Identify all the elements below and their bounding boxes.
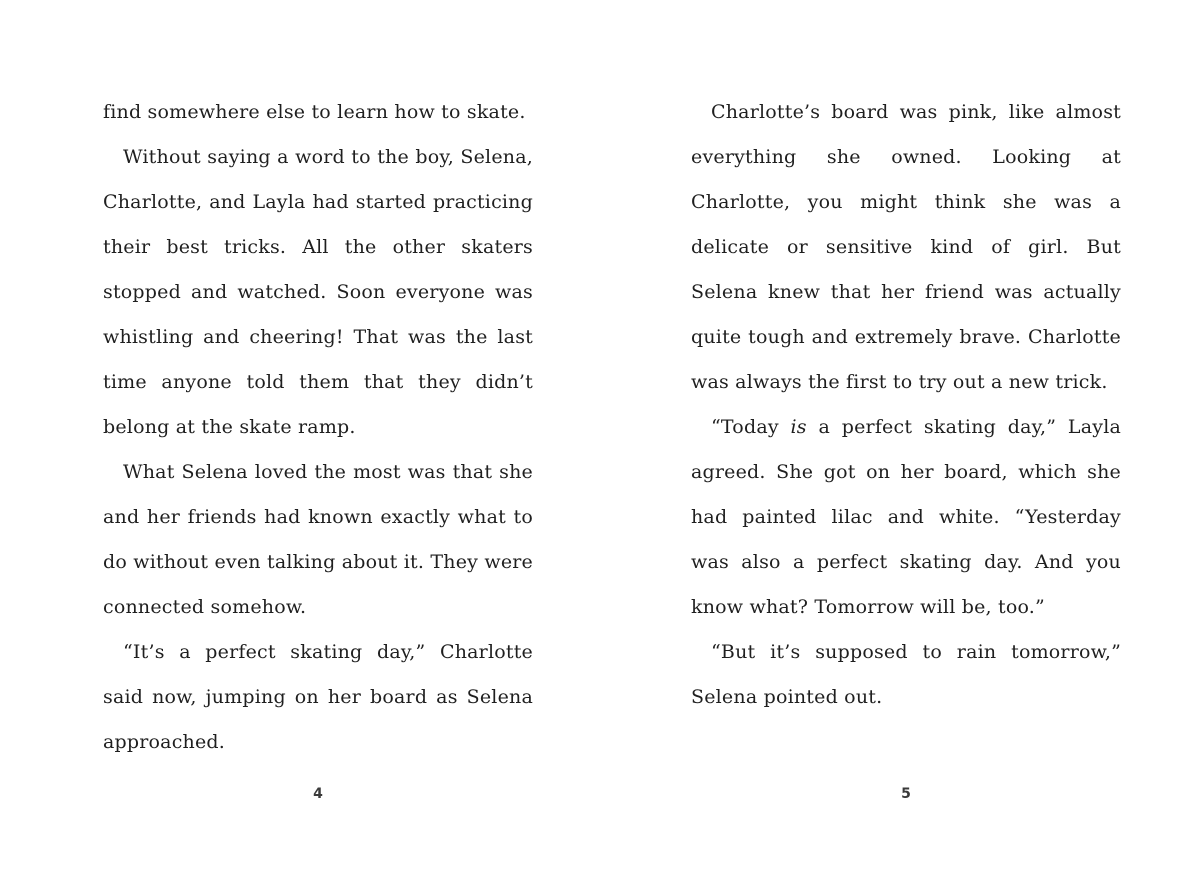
right-page (691, 90, 1121, 830)
paragraph: “It’s a perfect skating day,” Charlotte said now, jumping on her board as Selena approached. (103, 641, 533, 753)
paragraph: Without saying a word to the boy, Selena, Charlotte, and Layla had started practicing their best tricks. All the other skaters stopped and watched. Soon everyone was whistling and cheering! That was the last time anyone told them that they didn’t belong at the skate ramp. (103, 146, 533, 438)
paragraph: “But it’s supposed to rain tomorrow,” Selena pointed out. (691, 641, 1121, 708)
page-number: 4 (313, 786, 323, 802)
page-number: 5 (901, 786, 911, 802)
paragraph (691, 405, 1121, 630)
paragraph-text: “Today (711, 416, 791, 438)
paragraph: find somewhere else to learn how to skate. (103, 101, 526, 123)
emphasized-word: is (790, 416, 807, 438)
paragraph-text: a perfect skating day,” Layla agreed. She got on her board, which she had painted lilac and white. “Yesterday was also a perfect skating day. And you know what? Tomorrow will be, too.” (691, 416, 1122, 618)
left-page (103, 90, 533, 830)
paragraph: What Selena loved the most was that she and her friends had known exactly what to do without even talking about it. They were connected somehow. (103, 461, 533, 618)
paragraph: Charlotte’s board was pink, like almost everything she owned. Looking at Charlotte, you might think she was a delicate or sensitive kind of girl. But Selena knew that her friend was actually quite tough and extremely brave. Charlotte was always the first to try out a new trick. (691, 101, 1121, 393)
